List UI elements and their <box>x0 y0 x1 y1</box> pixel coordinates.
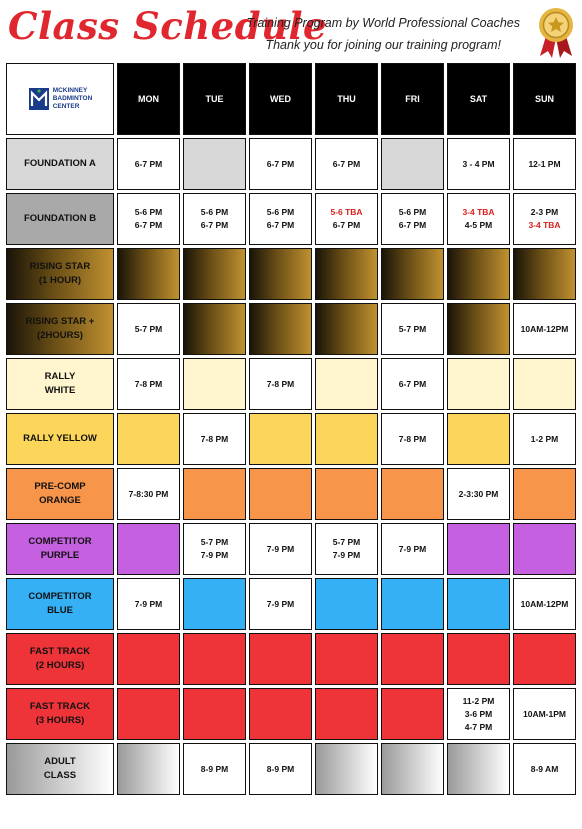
time-text: 7-9 PM <box>332 550 361 560</box>
time-slot-tue <box>183 688 246 740</box>
time-text: 6-7 PM <box>200 220 229 230</box>
time-slot-thu <box>315 138 378 190</box>
header-row <box>6 63 576 135</box>
time-text: 5-6 PM <box>266 207 295 217</box>
time-slot-sun <box>513 248 576 300</box>
class-label-line: RISING STAR + <box>25 316 95 327</box>
time-slot-mon <box>117 413 180 465</box>
time-slot-wed <box>249 468 312 520</box>
time-text: 8-9 AM <box>530 763 559 774</box>
time-slot-tue <box>183 358 246 410</box>
time-slot-sun <box>513 358 576 410</box>
time-text: 10AM-12PM <box>520 598 569 609</box>
time-text: 3 - 4 PM <box>462 158 495 169</box>
schedule-row <box>6 468 576 520</box>
class-label <box>6 578 114 630</box>
class-label-line: ADULT <box>44 756 76 767</box>
time-slot-thu <box>315 633 378 685</box>
time-slot-tue <box>183 578 246 630</box>
time-text: 7-8 PM <box>134 378 163 389</box>
time-text: 7-8 PM <box>266 378 295 389</box>
time-slot-sun <box>513 138 576 190</box>
time-slot-mon <box>117 138 180 190</box>
class-label <box>6 248 114 300</box>
class-label-line: RISING STAR <box>29 261 91 272</box>
subtitle-line-2: Thank you for joining our training program! <box>265 38 502 52</box>
time-slot-fri <box>381 248 444 300</box>
class-label-line: PRE-COMP <box>34 481 86 492</box>
class-label-line: BLUE <box>47 605 73 616</box>
class-label-line: CLASS <box>43 770 77 781</box>
logo-line-2: BADMINTON <box>52 95 93 102</box>
time-slot-mon <box>117 633 180 685</box>
time-slot-sat <box>447 413 510 465</box>
class-label <box>6 358 114 410</box>
time-text: 7-9 PM <box>134 598 163 609</box>
class-label-line: (2 HOURS) <box>35 660 85 671</box>
time-slot-fri <box>381 743 444 795</box>
time-slot-wed <box>249 358 312 410</box>
time-text: 6-7 PM <box>266 158 295 169</box>
logo-cell <box>6 63 114 135</box>
time-text: 5-7 PM <box>398 323 427 334</box>
class-label-line: COMPETITOR <box>28 536 92 547</box>
time-slot-fri <box>381 413 444 465</box>
time-text: 6-7 PM <box>134 158 163 169</box>
time-slot-thu <box>315 358 378 410</box>
time-text: 11-2 PM <box>462 695 495 706</box>
time-slot-wed <box>249 523 312 575</box>
time-slot-sat <box>447 743 510 795</box>
time-slot-wed <box>249 578 312 630</box>
time-slot-mon <box>117 578 180 630</box>
subtitle <box>247 12 521 56</box>
class-label-line: FAST TRACK <box>29 646 91 657</box>
time-text: 7-9 PM <box>266 598 295 609</box>
time-slot-sat <box>447 578 510 630</box>
time-text: 7-8:30 PM <box>128 488 169 499</box>
class-label-line: (2HOURS) <box>37 330 83 341</box>
time-slot-thu <box>315 413 378 465</box>
time-slot-wed <box>249 248 312 300</box>
schedule-row <box>6 248 576 300</box>
time-slot-mon <box>117 248 180 300</box>
day-header-wed: WED <box>249 63 312 135</box>
time-text: 5-7 PM <box>332 537 361 547</box>
time-slot-wed <box>249 688 312 740</box>
time-slot-mon <box>117 193 180 245</box>
time-slot-mon <box>117 523 180 575</box>
schedule-row <box>6 578 576 630</box>
time-slot-thu <box>315 578 378 630</box>
time-slot-sun <box>513 468 576 520</box>
time-slot-fri <box>381 633 444 685</box>
time-slot-sat <box>447 523 510 575</box>
time-slot-thu <box>315 193 378 245</box>
time-text: 7-9 PM <box>200 550 229 560</box>
time-text: 5-6 PM <box>134 207 163 217</box>
time-text: 6-7 PM <box>266 220 295 230</box>
time-text: 5-6 TBA <box>330 207 363 217</box>
day-header-mon: MON <box>117 63 180 135</box>
logo-line-3: CENTER <box>52 103 80 110</box>
time-slot-sat <box>447 468 510 520</box>
day-header-thu: THU <box>315 63 378 135</box>
subtitle-line-1: Training Program by World Professional Coaches <box>246 16 520 30</box>
time-slot-tue <box>183 743 246 795</box>
schedule-row <box>6 193 576 245</box>
time-slot-sun <box>513 303 576 355</box>
time-text: 4-7 PM <box>464 721 493 732</box>
time-text: 7-9 PM <box>398 543 427 554</box>
class-label-line: FOUNDATION B <box>23 213 97 224</box>
time-slot-fri <box>381 688 444 740</box>
time-slot-sun <box>513 688 576 740</box>
time-slot-tue <box>183 193 246 245</box>
day-header-tue: TUE <box>183 63 246 135</box>
time-slot-sat <box>447 358 510 410</box>
time-text: 6-7 PM <box>332 158 361 169</box>
class-label <box>6 468 114 520</box>
schedule-table <box>3 60 579 798</box>
day-header-sat: SAT <box>447 63 510 135</box>
class-label-line: FOUNDATION A <box>24 158 96 169</box>
time-slot-sun <box>513 193 576 245</box>
time-slot-sat <box>447 138 510 190</box>
time-slot-mon <box>117 688 180 740</box>
time-slot-sat <box>447 688 510 740</box>
time-text: 7-9 PM <box>266 543 295 554</box>
class-label-line: PURPLE <box>40 550 80 561</box>
time-slot-tue <box>183 303 246 355</box>
time-text: 3-4 TBA <box>462 207 495 217</box>
class-label-line: RALLY <box>44 371 76 382</box>
day-header-fri: FRI <box>381 63 444 135</box>
class-label <box>6 743 114 795</box>
time-slot-wed <box>249 303 312 355</box>
time-slot-wed <box>249 633 312 685</box>
class-label-line: FAST TRACK <box>29 701 91 712</box>
schedule-row <box>6 523 576 575</box>
badminton-logo-icon <box>28 86 50 112</box>
time-text: 7-8 PM <box>398 433 427 444</box>
time-text: 6-7 PM <box>134 220 163 230</box>
schedule-row <box>6 633 576 685</box>
time-slot-thu <box>315 523 378 575</box>
time-text: 5-7 PM <box>134 323 163 334</box>
class-label <box>6 193 114 245</box>
class-label-line: COMPETITOR <box>28 591 92 602</box>
time-slot-thu <box>315 248 378 300</box>
time-slot-tue <box>183 413 246 465</box>
time-text: 8-9 PM <box>266 763 295 774</box>
time-slot-sat <box>447 633 510 685</box>
time-text: 3-4 TBA <box>528 220 561 230</box>
time-slot-fri <box>381 303 444 355</box>
time-text: 2-3 PM <box>530 207 559 217</box>
time-text: 10AM-12PM <box>520 323 569 334</box>
class-label <box>6 303 114 355</box>
time-slot-fri <box>381 523 444 575</box>
time-slot-thu <box>315 688 378 740</box>
schedule-row <box>6 138 576 190</box>
time-slot-wed <box>249 193 312 245</box>
schedule-row <box>6 358 576 410</box>
time-slot-sat <box>447 193 510 245</box>
time-text: 6-7 PM <box>398 378 427 389</box>
class-label-line: ORANGE <box>39 495 81 506</box>
class-label <box>6 523 114 575</box>
time-slot-sun <box>513 523 576 575</box>
time-slot-sun <box>513 743 576 795</box>
time-slot-sat <box>447 248 510 300</box>
class-label-line: (3 HOURS) <box>35 715 85 726</box>
time-slot-thu <box>315 743 378 795</box>
class-label <box>6 413 114 465</box>
time-slot-sun <box>513 633 576 685</box>
time-slot-wed <box>249 743 312 795</box>
time-text: 6-7 PM <box>398 220 427 230</box>
page-title: Class Schedule <box>8 4 328 48</box>
medal-icon <box>536 6 576 58</box>
time-text: 3-6 PM <box>464 708 493 719</box>
time-slot-tue <box>183 633 246 685</box>
class-label <box>6 633 114 685</box>
day-header-sun: SUN <box>513 63 576 135</box>
time-slot-sun <box>513 578 576 630</box>
time-text: 1-2 PM <box>530 433 559 444</box>
time-slot-fri <box>381 578 444 630</box>
time-slot-fri <box>381 193 444 245</box>
time-slot-thu <box>315 468 378 520</box>
time-text: 5-7 PM <box>200 537 229 547</box>
schedule-row <box>6 413 576 465</box>
time-text: 4-5 PM <box>464 220 493 230</box>
time-slot-wed <box>249 413 312 465</box>
time-slot-fri <box>381 468 444 520</box>
time-text: 6-7 PM <box>332 220 361 230</box>
schedule-row <box>6 688 576 740</box>
time-slot-tue <box>183 523 246 575</box>
time-text: 2-3:30 PM <box>458 488 499 499</box>
time-slot-tue <box>183 248 246 300</box>
time-slot-wed <box>249 138 312 190</box>
time-text: 7-8 PM <box>200 433 229 444</box>
class-label-line: RALLY YELLOW <box>23 433 97 444</box>
time-slot-mon <box>117 303 180 355</box>
time-text: 5-6 PM <box>398 207 427 217</box>
time-slot-sat <box>447 303 510 355</box>
logo-line-1: MCKINNEY <box>52 87 88 94</box>
time-text: 10AM-1PM <box>523 708 566 719</box>
time-slot-thu <box>315 303 378 355</box>
time-slot-fri <box>381 138 444 190</box>
schedule-row <box>6 743 576 795</box>
time-slot-fri <box>381 358 444 410</box>
class-label <box>6 688 114 740</box>
class-label-line: (1 HOUR) <box>38 275 82 286</box>
time-slot-mon <box>117 468 180 520</box>
time-slot-tue <box>183 468 246 520</box>
class-label-line: WHITE <box>44 385 76 396</box>
time-slot-mon <box>117 743 180 795</box>
time-text: 12-1 PM <box>528 158 561 169</box>
time-text: 5-6 PM <box>200 207 229 217</box>
time-slot-mon <box>117 358 180 410</box>
schedule-row <box>6 303 576 355</box>
class-label <box>6 138 114 190</box>
time-slot-tue <box>183 138 246 190</box>
time-text: 8-9 PM <box>200 763 229 774</box>
time-slot-sun <box>513 413 576 465</box>
